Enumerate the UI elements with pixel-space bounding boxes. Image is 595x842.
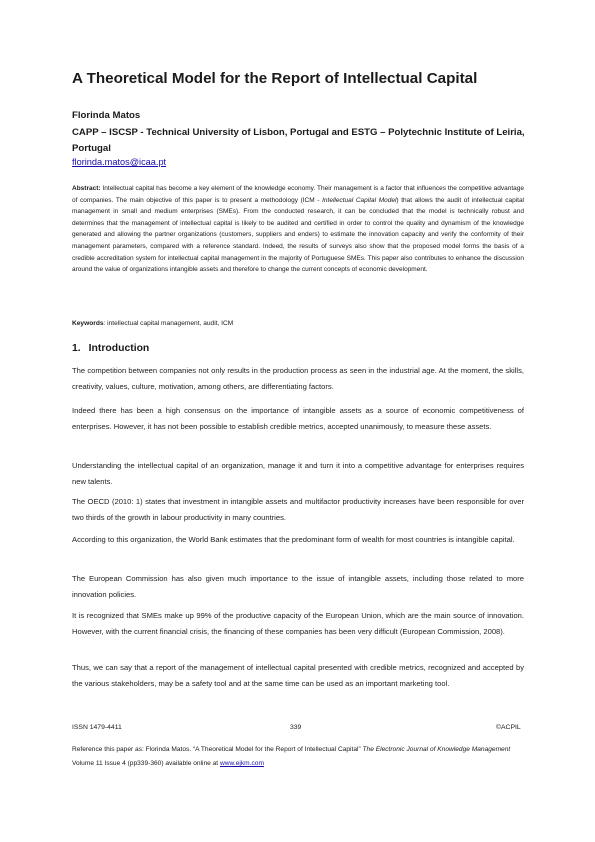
paragraph-6: The European Commission has also given much importance to the issue of intangible assets, including those related to more innovation policies. [72, 574, 524, 599]
section-title: Introduction [88, 343, 150, 354]
author-name: Florinda Matos [72, 110, 141, 121]
citation-volume: Volume 11 Issue 4 (pp339-360) available online at [72, 760, 220, 767]
paragraph-3: Understanding the intellectual capital of an organization, manage it and turn it into a competitive advantage for enterprises requires new talents. [72, 461, 524, 486]
author-email-link[interactable]: florinda.matos@icaa.pt [72, 157, 167, 167]
abstract [72, 183, 524, 276]
footer-copyright: ©ACPIL [496, 724, 521, 731]
abstract-text-2: ) that allows the audit of intellectual capital management in small and medium enterprises (SMEs). From the conducted research, it can be concluded that the model is technically robust and determines that the management of intellectual capital is likely to be audited and certified in order to control the quality and dynamism of the knowledge generated and allowing the partner organizations (customers, suppliers and enders) to estimate the innovation capacity and verify the conformity of their management parameters, compared with a reference standard. Indeed, the results of surveys also show that the proposed model forms the basis of a credible accreditation system for intellectual capital management in the majority of Portuguese SMEs. This paper also contributes to enhance the discussion around the value of organizations intangible assets and therefore to change the current concepts of economic development. [72, 196, 525, 274]
section-number: 1. [72, 343, 81, 354]
citation-reference [72, 743, 524, 771]
paragraph-8: Thus, we can say that a report of the management of intellectual capital presented with credible metrics, recognized and accepted by the various stakeholders, may be a safety tool and at the same time can be used as an important marketing tool. [72, 663, 524, 688]
author-affiliation: CAPP – ISCSP - Technical University of Lisbon, Portugal and ESTG – Polytechnic Institute of Leiria, Portugal [72, 127, 525, 154]
keywords [72, 320, 524, 327]
paragraph-7: It is recognized that SMEs make up 99% of the productive capacity of the European Union, which are the main source of innovation. However, with the current financial crisis, the financing of these companies has been very difficult (European Commission, 2008). [72, 611, 524, 636]
abstract-text-1: Intellectual capital has become a key element of the knowledge economy. Their management is a factor that influences the competitive advantage of companies. The main objective of this paper is to present a methodology (ICM - [72, 185, 524, 204]
citation-journal: The Electronic Journal of Knowledge Management [362, 746, 511, 753]
citation-text: Reference this paper as: Florinda Matos. “A Theoretical Model for the Report of Intellectual Capital” [72, 746, 363, 753]
paragraph-4: The OECD (2010: 1) states that investment in intangible assets and multifactor productivity increases have been responsible for over two thirds of the growth in labour productivity in many countries. [72, 497, 524, 522]
abstract-label: Abstract: [72, 185, 101, 192]
footer-issn: ISSN 1479-4411 [72, 724, 122, 731]
paper-title: A Theoretical Model for the Report of Intellectual Capital [72, 70, 478, 87]
section-heading [72, 343, 149, 354]
journal-website-link[interactable]: www.ejkm.com [219, 760, 264, 767]
footer-page-number: 339 [290, 724, 302, 731]
paragraph-5: According to this organization, the World Bank estimates that the predominant form of wealth for most countries is intangible capital. [72, 535, 515, 544]
abstract-italic-term: Intellectual Capital Model [322, 196, 397, 204]
keywords-label: Keywords [72, 320, 104, 327]
paragraph-1: The competition between companies not only results in the production process as seen in the industrial age. At the moment, the skills, creativity, values, culture, motivation, among others, are differentiating factors. [72, 366, 524, 391]
paragraph-2: Indeed there has been a high consensus on the importance of intangible assets as a source of economic competitiveness of enterprises. However, it has not been possible to establish credible metrics, accepted unanimously, to measure these assets. [72, 406, 524, 431]
keywords-text: : intellectual capital management, audit, ICM [103, 320, 234, 327]
